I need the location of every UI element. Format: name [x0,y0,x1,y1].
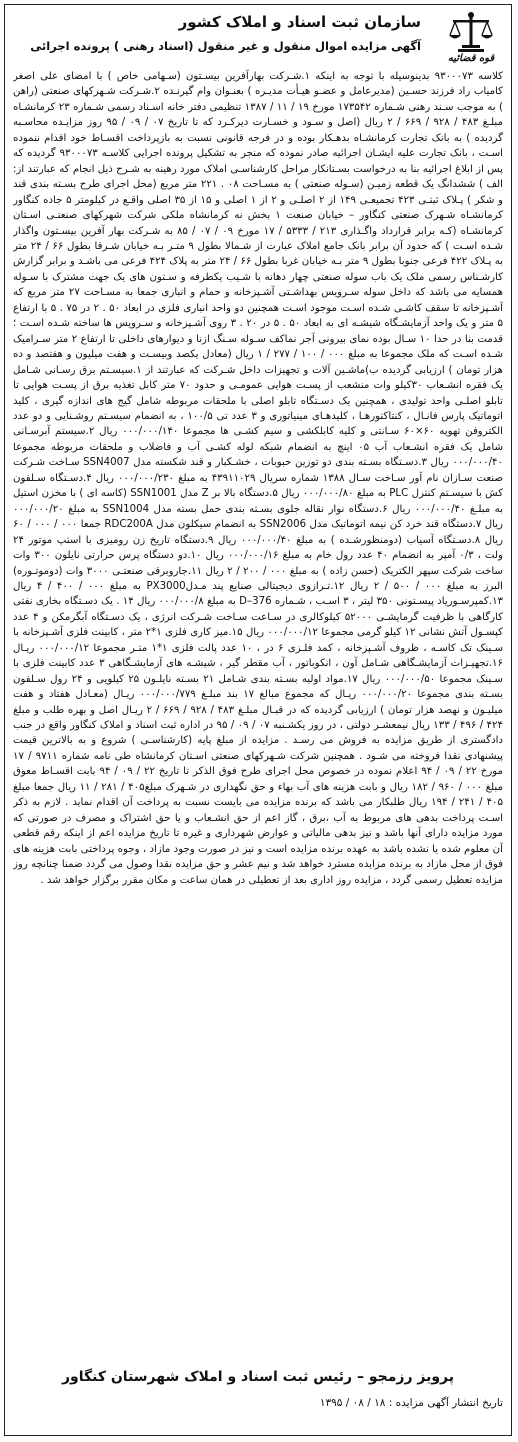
organization-title: سازمان ثبت اسناد و املاک کشور [178,13,421,31]
judiciary-emblem [439,11,503,71]
scales-of-justice-icon [448,11,494,55]
auction-notice-title: آگهی مزایده اموال منقول و غیر منقول (اسناد رهنی ) پرونده اجرائی [30,39,421,53]
emblem-caption: قوه قضائیه [447,53,495,64]
publish-date: تاریخ انتشار آگهی مزایده : ۱۸ / ۰۸ / ۱۳۹۵ [319,1397,503,1409]
notice-header [5,5,511,69]
signature-line: پرویز رزمجو – رئیس ثبت اسناد و املاک شهرستان کنگاور [61,1369,455,1385]
notice-body: کلاسه ۹۳۰۰۰۷۳ بدینوسیله با توجه به اینکه ۱.شـرکت بهارآفرین بیسـتون (سـهامی خاص ) با امضای علی اصغر کامیاب راد فرزند حسـین (مدیرعامل و عضـو هیـأت مدیـره ) بعنـوان وام گیرنـده ۲.شـرکت شـهرکهای صنعتی (راهن ) به موجب سـند رهنی شـماره ۱۷۳۵۴۲ مورخ ۱۹ / ۱۱ / ۱۳۸۷ تنظیمی دفتر خانه اسـناد رسمی شـماره ۲۳ کرمانشـاه مبلـغ ۴۸۳ / ۹۲۸ / ۶۶۹ / ۲ ریال (اصل و سـود و خسـارت دیرکـرد که تا تاریخ ۰۷ / ۰۹ / ۹۵ روز مزایـده محاسـبه گردیده ) به بانک تجارت کرمانشـاه بدهـکار بوده و در فرجه قانونی نسبت به بازپرداخت اقسـاط خود اقدام ننموده اسـت ، بانک تجارت علیه ایشـان اجرائیه صادر نموده که منجر به تشکیل پرونده اجرایی کلاسـه ۹۳۰۰۰۷۳ گردیده که پس از ابلاغ اجرائیه بنا به درخواست بسـتانکار مراحل کارشناسـی املاک مورد رهینه به شـرح ذیل انجام که عبارتند از: الف ) ششدانگ یک قطعه زمیـن (سـوله صنعتی ) به مسـاحت ۰۸ . ۲۲۱ متر مربع (محل اجرای طرح بسـته بندی قند و شکر ) پـلاک ثبتـی ۴۲۳ تجمیعـی ۱۴۹ از ۲ اصلـی و ۲ از ۱ اصلی و ۱۵ از ۳۵ اصلی واقـع در کیلومتر ۵ جاده کنگاور کرمانشـاه شـهرک صنعتی کنگاور – خیابان صنعت ۱ بخش نه کرمانشاه ملکی شرکت شهرکهای صنعتـی اسـتان کرمانشـاه (کـه برابر قرارداد واگـذاری ۲۱۳ / ۵۳۳۳ / ۱۷ مورخ ۰۹ / ۰۷ / ۸۵ به شـرکت بهار آفرین بیسـتون واگذار شـده اسـت ) که حدود آن برابر بانک جامع املاک عبارت از شـمالا بطول ۹ متـر بـه خیابان شـرقا بطول ۶۶ / ۲۴ متر به پـلاک ۴۲۲ فرعی جنوبا بطول ۹ متر بـه خیابان غربا بطول ۶۶ / ۲۴ متر به پلاک ۴۲۴ فرعی می باشـد و برابر گزارش کارشـناس رسمی ملک یک باب سوله صنعتی چهار دهانه با شـیب یکطرفه و سـتون های یک جهت مشترک با سـوله همسایه می باشد که داخل سوله سـرویس بهداشـتی آشـپزخانه و حمام و انباری جمعا به مسـاحت ۲۷ متر مربع که آشـپزخانه تا سقف کاشـی شـده اسـت موجود اسـت همچنین دو واحد انباری فلزی در ابعاد ۵۰ . ۲ در ۷۵ . ۵ با ارتفاع ۵ متر و یک واحد آزمایشـگاه شیشـه ای به ابعاد ۵۰ . ۵ در ۲۰ . ۳ روی آشـپزخانه و سـرویس ها ساخته شـده اسـت ؛ قدمت بنا در حدا ۱۰ سـال بوده نمای بیرونی آجر نماکف سـوله سـنگ ازنا و دیوارهای داخلی تا ارتفاع ۲ متر سـرامیک شـده اسـت که ملک مجموعا به مبلغ ۰۰۰ / ۱۰۰ / ۲۷۷ / ۱ ریال (معادل یکصد وبیسـت و هفت میلیون و هفتصد و ده هزار تومان ) ارزیابی گردیده ب)ماشـین آلات و تجهیزات داخل شـرکت که عبارتند از ۱.سیسـتم برق رسـانی شـامل یک فقره انشـعاب ۳۰کیلو وات منشعب از پسـت هوایی عمومـی و حدود ۷۰ متر کابل تغذیه برق از پسـت هوایی تا تابلو اصلـی واحد تولیدی ، همچنین یک دسـتگاه تابلو اصلی با ملحقات مربوطه شامل گیج های اندازه گیری ، کلید اتوماتیک پارس فانـال ، کنتاکتورهـا ، کلیدهـای مینیاتوری و ۳ عدد تی ۱۰۰/۵ ، به انضمام سیسـتم روشـنایی و دو عدد الکتروفن تهویه ۶۰×۶۰ سـانتی و کلیه کابلکشی و سیم کشـی ها مجموعا ۰۰۰/۰۰۰/۱۴۰ ریال ۲.سیستم آبرسـانی شامل یک فقره انشـعاب آب ۰۵ اینچ به انضمام شبکه لوله کشـی آب و فاضلاب و ملحقات مربوطه مجموعا ۰۰۰/۰۰۰/۴۰ ریال ۳.دسـتگاه بسـته بندی دو توزین حبوبات ، خشـکبار و قند شکسته مدل SSN4007 سـاخت شـرکت صنعت سـازان نام آور سـاخت سـال ۱۳۸۸ شماره سریال ۴۳۹۱۱۰۲۹ به مبلغ ۰۰۰/۰۰۰/۲۳۰ ریال ۴.دسـتگاه سـلفون کش با سیسـتم کنترل PLC به مبلغ ۰۰۰/۰۰۰/۸۰ ریال ۵.دستگاه بالا بر Z مدل SSN1001 (کاسه ای ) با مخزن استیل به مبلـغ ۰۰۰/۰۰۰/۴۰ ریال ۶.دستگاه نوار نقاله جلوی بسـته بندی حمل بسته مدل SSN1004 به مبلغ ۰۰۰/۰۰۰/۲۰ ریال ۷.دستگاه قند خرد کن نیمه اتوماتیک مدل SSN2006 به انضمام سیکلون مدل RDC200A جمعا ۰۰۰ / ۰۰۰ / ۶۰ ریال ۸.دسـتگاه آسیاب (دومنظورشـده ) به مبلغ ۰۰۰/۰۰۰/۴۰ ریال ۹.دستگاه تاریخ زن رومیزی با استپ موتور ۲۴ ولت ، ۰/۳ آمپر به انضمام ۴۰ عدد رول خام به مبلغ ۰۰۰/۰۰۰/۱۶ ریال ۱۰.دو دستگاه پرس حرارتی نایلون ۳۰۰ وات ساخت شرکت سپهر الکتریک (حسن زاده ) به مبلغ ۰۰۰ / ۲۰۰ / ۲ ریال ۱۱.جاروبرقی صنعتـی ۳۰۰۰ وات (دوموتـوره) البرز به مبلغ ۰۰۰ / ۵۰۰ / ۲ ریال ۱۲.تـرازوی دیجیتالی صنایع پند مـدلPX3000 به مبلغ ۰۰۰ / ۴۰۰ / ۴ ریال ۱۳.کمپرسـوریاد پیسـتونی ۳۵۰ لیتر ، ۳ اسـب ، شـماره 376–D به مبلغ ۰۰۰/۰۰۰/۸ ریال ۱۴ . یک دسـتگاه بخاری نفتی کارگاهی با ظرفیت گرمایشـی ۵۲۰۰۰ کیلوکالری در سـاعت سـاخت شـرکت انرژی ، یک دسـتگاه آبگرمکن و ۴ عدد کپسـول آتش نشانی ۱۲ کیلو گرمی مجموعا ۰۰۰/۰۰۰/۱۲ ریال ۱۵.میز کاری فلزی ۱*۲ متر ، کابینت فلزی آشـپزخانه با سـینک تک کاسـه ، ظروف آشـپزخانه ، کمد فلـزی ۶ در ، ۱۰ عدد پالت فلزی ۱*۱ متـر مجموعا ۰۰۰/۰۰۰/۱۲ ریـال ۱۶.تجهیـزات آزمایشـگاهی شـامل آون ، انکوباتور ، آب مقطر گیر ، شیشـه های آزمایشـگاهی ۳ عدد کابینت فلزی با سـینک مجموعا ۰۰۰/۰۰۰/۵۰ ریال ۱۷.مواد اولیه بسـته بندی شـامل ۲۱ بسـته نایلـون ۲۵ کیلویی و ۲۴ رول سـلفون بسـته بندی مجموعا ۰۰۰/۰۰۰/۲۰ ریـال که مجموع مبالغ ۱۷ بند مبلـغ ۰۰۰/۰۰۰/۷۷۹ ریـال (معـادل هفتاد و هفت میلیـون و نهصد هزار تومان ) ارزیابی گردیده که در قبـال مبلـغ ۴۸۳ / ۹۲۸ / ۶۶۹ / ۲ ریـال اصل و بهره طلب و مبلغ ۴۲۴ / ۴۹۶ / ۱۳۳ ریال نیمعشـر دولتی ، در روز یکشـنبه ۰۷ / ۰۹ / ۹۵ در اداره ثبت اسناد و املاک کنگاور واقع در جنب دادگستری از طریق مزایده به فروش می رسـد . مزایده از مبلغ پایه (کارشناسـی ) شروع و به بالاترین قیمت پیشنهادی نقدا فروخته می شـود . همچنین شرکت شـهرکهای صنعتی اسـتان کرمانشاه طی نامه شماره ۹۷۱۱ / ۱۷ مورخ ۲۲ / ۰۹ / ۹۴ اعلام نموده در خصوص محل اجرای طرح فوق الذکر تا تاریخ ۲۲ / ۰۹ / ۹۴ بابت اقسـاط معوق مبلغ ۰۰۰ / ۹۶۰ / ۱۸۲ ریال و بابت هزینه های آب بهاء و حق نگهداری در شـهرک مبلغ۴۰۵ / ۲۸۱ / ۱۱ ریال جمعا مبلغ ۴۰۵ / ۲۴۱ / ۱۹۴ ریال طلبکار می باشد که برنده مزایده می بایست نسبت به پرداخت آن اقدام نماید . لازم به ذکر اسـت پرداخت بدهی های مربوط به آب ،برق ، گاز اعم از حق انشـعاب و یا حق اشتراک و مصرف در صورتی که مورد مزایده دارای آنها باشد و نیز بدهی مالیاتی و عوارض شهرداری و غیره تا تاریخ مزایده اعم از اینکه رقم قطعی آن معلوم شده یا نشده باشد به عهده برنده مزایده است و نیز در صورت وجود مازاد ، وجوه پرداختی بابت هزینه های فوق از محل مازاد به برنده مزایده مسترد خواهد شد و نیم عشر و حق مزایده نقدا وصول می گردد ضمنا چنانچه روز مزایده تعطیل رسمی گردد ، مزایده روز اداری بعد از تعطیلی در همان ساعت و مکان مقرر برگزار خواهد شد . [13,71,503,886]
notice-frame [4,4,512,1436]
